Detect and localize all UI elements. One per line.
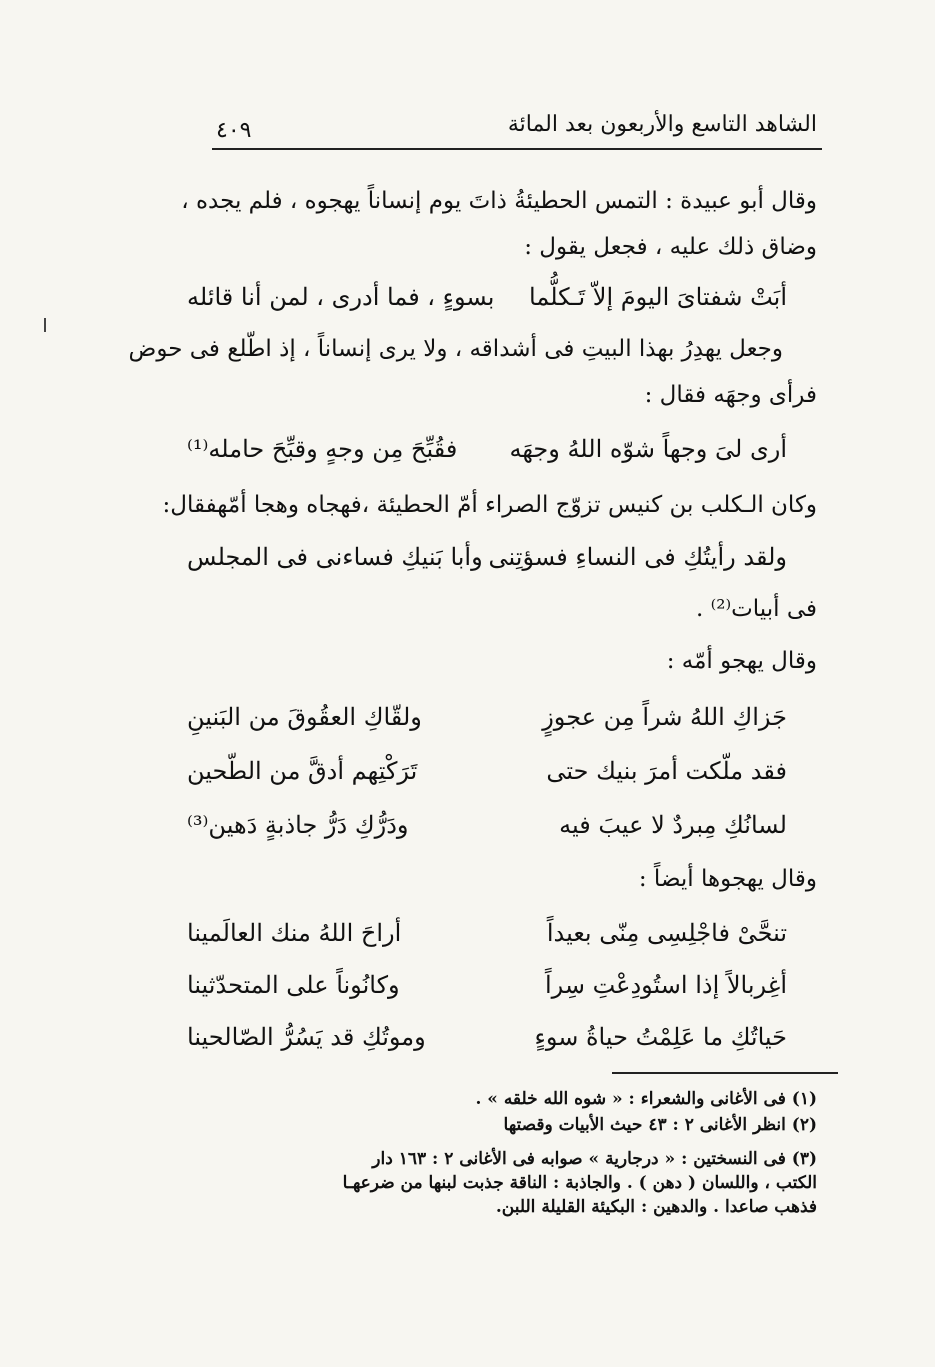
verse-first-hemistich: أغِربالاً إذا استُودِعْتِ سِراً: [544, 971, 787, 999]
running-header-title: الشاهد التاسع والأربعون بعد المائة: [507, 112, 817, 137]
paragraph-line: وكان الـكلب بن كنيس تزوّج الصراء أمّ الحطيئة ،فهجاه وهجا أمّهفقال:: [162, 492, 817, 518]
verse-first-hemistich: ولقد رأيتُكِ فى النساءِ فسؤتِنى: [488, 543, 787, 571]
footnote-3-continued: فذهب صاعدا . والدهين : البكيئة القليلة اللبن.: [495, 1197, 817, 1217]
paragraph-line: فى أبيات⁽²⁾ .: [695, 596, 817, 622]
verse-second-hemistich: ودَرُّكِ دَرُّ جاذبةٍ دَهين⁽³⁾: [187, 811, 409, 839]
verse-second-hemistich: فقُبِّحَ مِن وجهٍ وقبِّحَ حامله⁽¹⁾: [187, 435, 458, 463]
verse-first-hemistich: أبَتْ شفتایَ اليومَ إلاّ تَـكلُّما: [529, 283, 787, 311]
footnote-rule: [612, 1072, 838, 1074]
verse-second-hemistich: بسوءٍ ، فما أدرى ، لمن أنا قائله: [187, 283, 495, 311]
verse-second-hemistich: تَرَكْتِهم أدقَّ من الطّحين: [187, 757, 418, 785]
verse-first-hemistich: تنحَّىْ فاجْلِسِى مِنّى بعيداً: [546, 919, 787, 947]
verse-first-hemistich: جَزاكِ اللهُ شراً مِن عجوزٍ: [542, 703, 787, 731]
paragraph-line: وقال يهجو أمّه :: [666, 648, 817, 674]
verse-second-hemistich: أراحَ اللهُ منك العالَمينا: [187, 919, 402, 947]
page-number: ٤٠٩: [216, 118, 252, 143]
paragraph-line: وقال يهجوها أيضاً :: [638, 866, 817, 892]
paragraph-line: وضاق ذلك عليه ، فجعل يقول :: [524, 234, 817, 260]
verse-first-hemistich: أرى لىَ وجهاً شوّه اللهُ وجهَه: [509, 435, 787, 463]
footnote-2: (٢) انظر الأغانى ٢ : ٤٣ حيث الأبيات وقصتها: [503, 1115, 817, 1135]
verse-first-hemistich: لسانُكِ مِبردٌ لا عيبَ فيه: [559, 811, 787, 839]
paragraph-line: فرأى وجهَه فقال :: [644, 382, 817, 408]
verse-second-hemistich: ولقّاكِ العقُوقَ من البَنينِ: [187, 703, 422, 731]
footnote-3-continued: الكتب ، واللسان ( دهن ) . والجاذبة : الناقة جذبت لبنها من ضرعهـا: [342, 1173, 817, 1193]
verse-second-hemistich: وأبا بَنيكِ فساءنى فى المجلس: [187, 543, 483, 571]
verse-first-hemistich: حَياتُكِ ما عَلِمْتُ حياةُ سوءٍ: [534, 1023, 787, 1051]
margin-mark: [44, 318, 46, 332]
footnote-3: (٣) فى النسختين : « درجارية » صوابه فى الأغانى ٢ : ١٦٣ دار: [372, 1149, 817, 1169]
verse-first-hemistich: فقد ملّكت أمرَ بنيك حتى: [546, 757, 787, 785]
verse-second-hemistich: وكانُوناً على المتحدّثينا: [187, 971, 400, 999]
verse-second-hemistich: وموتُكِ قد يَسُرُّ الصّالحينا: [187, 1023, 426, 1051]
footnote-1: (١) فى الأغانى والشعراء : « شوه الله خلقه » .: [475, 1089, 817, 1109]
paragraph-line: وقال أبو عبيدة : التمس الحطيئةُ ذاتَ يوم إنساناً يهجوه ، فلم يجده ،: [181, 188, 817, 214]
header-rule: [212, 148, 822, 150]
paragraph-line: وجعل يهدِرُ بهذا البيتِ فى أشداقه ، ولا يرى إنساناً ، إذ اطّلع فى حوض: [128, 336, 783, 362]
